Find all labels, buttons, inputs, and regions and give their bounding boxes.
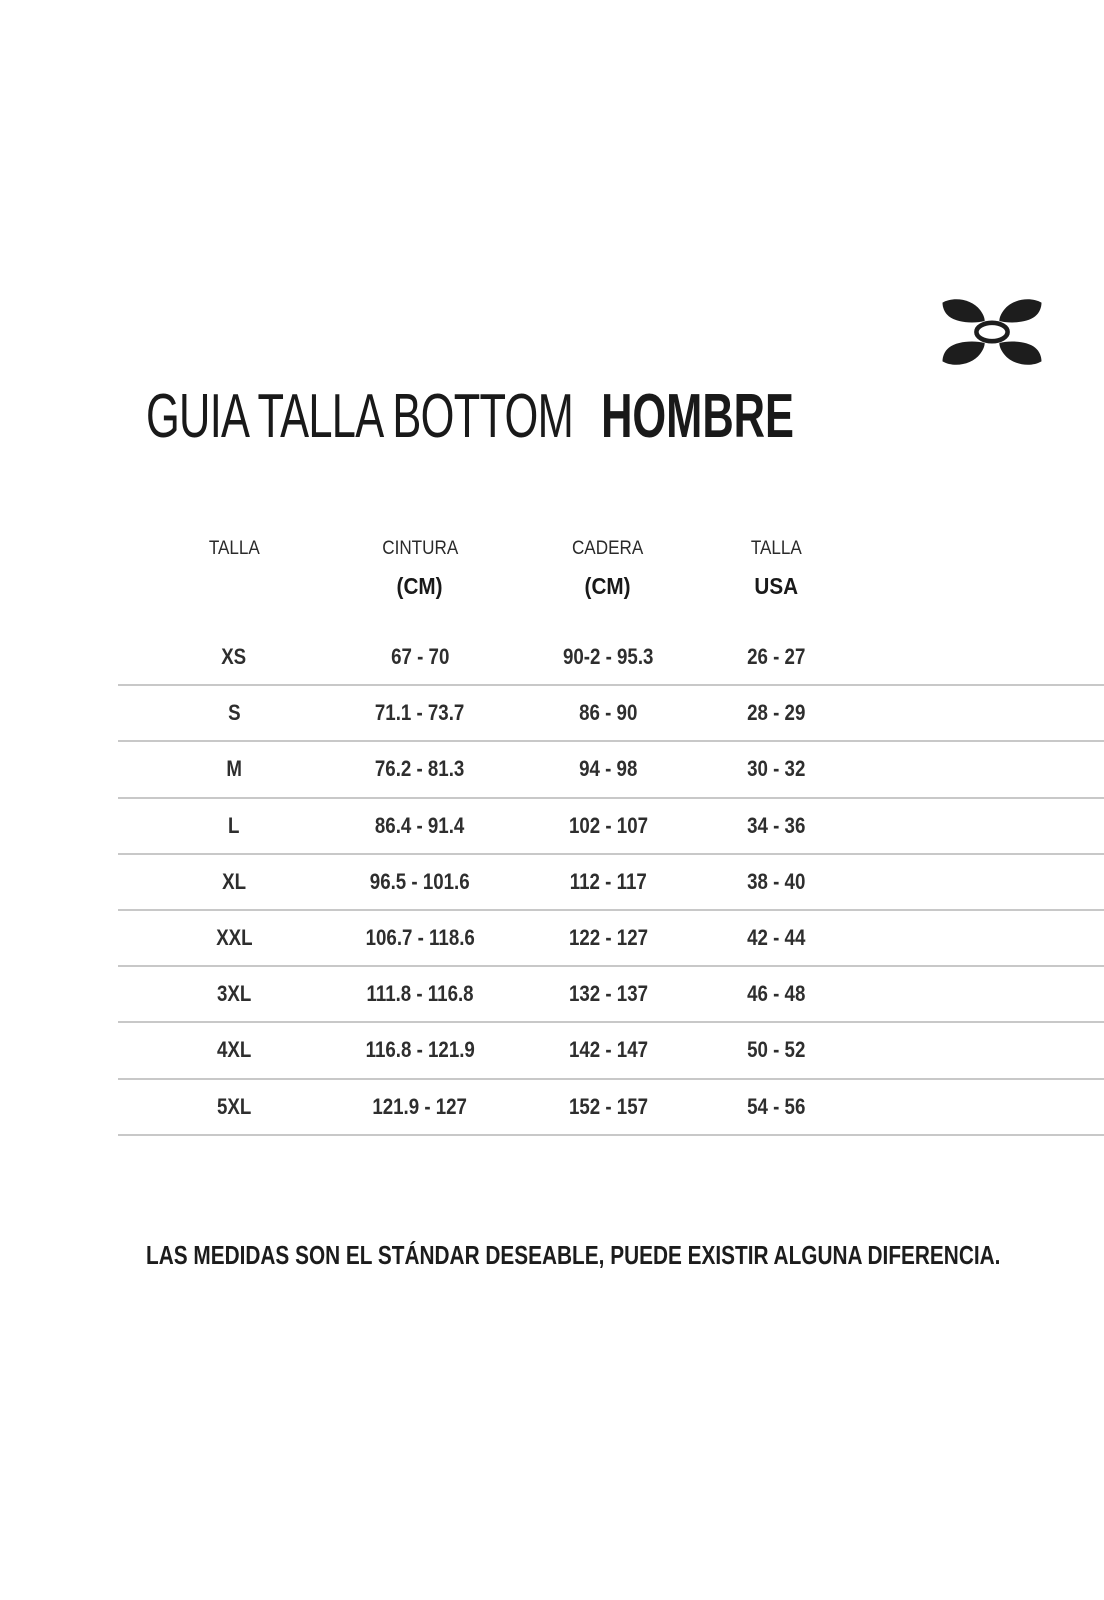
cintura-value: 106.7 - 118.6	[365, 925, 475, 951]
size-table-body	[118, 630, 1104, 1136]
page-title-main: GUIA TALLA BOTTOM	[146, 382, 574, 451]
cell-usa	[726, 742, 826, 796]
cell-usa	[726, 1080, 826, 1134]
size-label: XS	[221, 644, 247, 670]
size-label: M	[226, 756, 242, 782]
cintura-value: 71.1 - 73.7	[375, 700, 465, 726]
cell-talla	[118, 799, 350, 853]
header-talla-label: TALLA	[208, 538, 260, 559]
header-talla-usa-label: TALLA	[750, 538, 802, 559]
cell-cintura	[350, 742, 490, 796]
header-cintura-unit: (CM)	[397, 573, 443, 599]
cadera-value: 122 - 127	[568, 925, 648, 951]
cell-usa	[726, 967, 826, 1021]
cell-talla	[118, 630, 350, 684]
cell-talla	[118, 911, 350, 965]
cell-usa	[726, 911, 826, 965]
table-row	[118, 1023, 1104, 1079]
header-cadera	[490, 536, 726, 599]
header-cintura-label: CINTURA	[381, 538, 458, 559]
cadera-value: 102 - 107	[568, 812, 648, 838]
table-row	[118, 799, 1104, 855]
cell-talla	[118, 967, 350, 1021]
cell-cintura	[350, 630, 490, 684]
usa-value: 54 - 56	[746, 1093, 806, 1119]
header-cintura	[350, 536, 490, 599]
cell-cintura	[350, 799, 490, 853]
cell-talla	[118, 855, 350, 909]
size-label: XXL	[215, 925, 253, 951]
usa-value: 50 - 52	[746, 1037, 806, 1063]
header-cadera-unit: (CM)	[585, 573, 631, 599]
cintura-value: 116.8 - 121.9	[365, 1037, 475, 1063]
cell-usa	[726, 1023, 826, 1077]
cell-cadera	[490, 799, 726, 853]
header-talla-usa	[726, 536, 826, 599]
cadera-value: 86 - 90	[578, 700, 638, 726]
cintura-value: 67 - 70	[390, 644, 450, 670]
cell-cintura	[350, 1023, 490, 1077]
cintura-value: 76.2 - 81.3	[375, 756, 465, 782]
cintura-value: 86.4 - 91.4	[375, 812, 465, 838]
cell-cintura	[350, 967, 490, 1021]
cintura-value: 121.9 - 127	[372, 1093, 468, 1119]
cell-cadera	[490, 1023, 726, 1077]
usa-value: 46 - 48	[746, 981, 806, 1007]
cell-cadera	[490, 967, 726, 1021]
measurement-disclaimer: LAS MEDIDAS SON EL STÁNDAR DESEABLE, PUEDE EXISTIR ALGUNA DIFERENCIA.	[146, 1240, 1001, 1270]
usa-value: 34 - 36	[746, 812, 806, 838]
size-table-header	[118, 536, 1104, 599]
cell-talla	[118, 1023, 350, 1077]
table-row	[118, 686, 1104, 742]
header-talla	[118, 536, 350, 599]
table-row	[118, 967, 1104, 1023]
cell-usa	[726, 630, 826, 684]
cell-cadera	[490, 855, 726, 909]
cell-cadera	[490, 1080, 726, 1134]
size-label: 4XL	[216, 1037, 252, 1063]
cell-cadera	[490, 686, 726, 740]
table-row	[118, 1080, 1104, 1136]
usa-value: 30 - 32	[746, 756, 806, 782]
size-label: S	[227, 700, 241, 726]
cadera-value: 142 - 147	[568, 1037, 648, 1063]
cell-cadera	[490, 911, 726, 965]
cell-usa	[726, 799, 826, 853]
cell-cintura	[350, 911, 490, 965]
table-row	[118, 855, 1104, 911]
size-label: 3XL	[216, 981, 252, 1007]
usa-value: 42 - 44	[746, 925, 806, 951]
table-row	[118, 911, 1104, 967]
size-label: XL	[222, 868, 246, 894]
cell-cintura	[350, 1080, 490, 1134]
cintura-value: 111.8 - 116.8	[366, 981, 474, 1007]
cell-cintura	[350, 855, 490, 909]
under-armour-logo-icon	[937, 297, 1047, 367]
cintura-value: 96.5 - 101.6	[370, 868, 470, 894]
page-title-highlight: HOMBRE	[601, 382, 794, 451]
cell-usa	[726, 686, 826, 740]
cadera-value: 112 - 117	[569, 868, 647, 894]
cell-talla	[118, 686, 350, 740]
cell-usa	[726, 855, 826, 909]
table-row	[118, 742, 1104, 798]
table-row	[118, 630, 1104, 686]
page-title	[146, 382, 794, 451]
usa-value: 26 - 27	[746, 644, 806, 670]
usa-value: 38 - 40	[746, 868, 806, 894]
cell-cadera	[490, 742, 726, 796]
cell-cadera	[490, 630, 726, 684]
header-talla-usa-unit: USA	[754, 573, 798, 599]
cadera-value: 152 - 157	[568, 1093, 648, 1119]
cell-talla	[118, 742, 350, 796]
cadera-value: 94 - 98	[578, 756, 638, 782]
size-label: L	[228, 812, 240, 838]
cadera-value: 132 - 137	[568, 981, 648, 1007]
size-label: 5XL	[216, 1093, 252, 1119]
cadera-value: 90-2 - 95.3	[562, 644, 654, 670]
header-cadera-label: CADERA	[572, 538, 644, 559]
usa-value: 28 - 29	[746, 700, 806, 726]
cell-cintura	[350, 686, 490, 740]
cell-talla	[118, 1080, 350, 1134]
